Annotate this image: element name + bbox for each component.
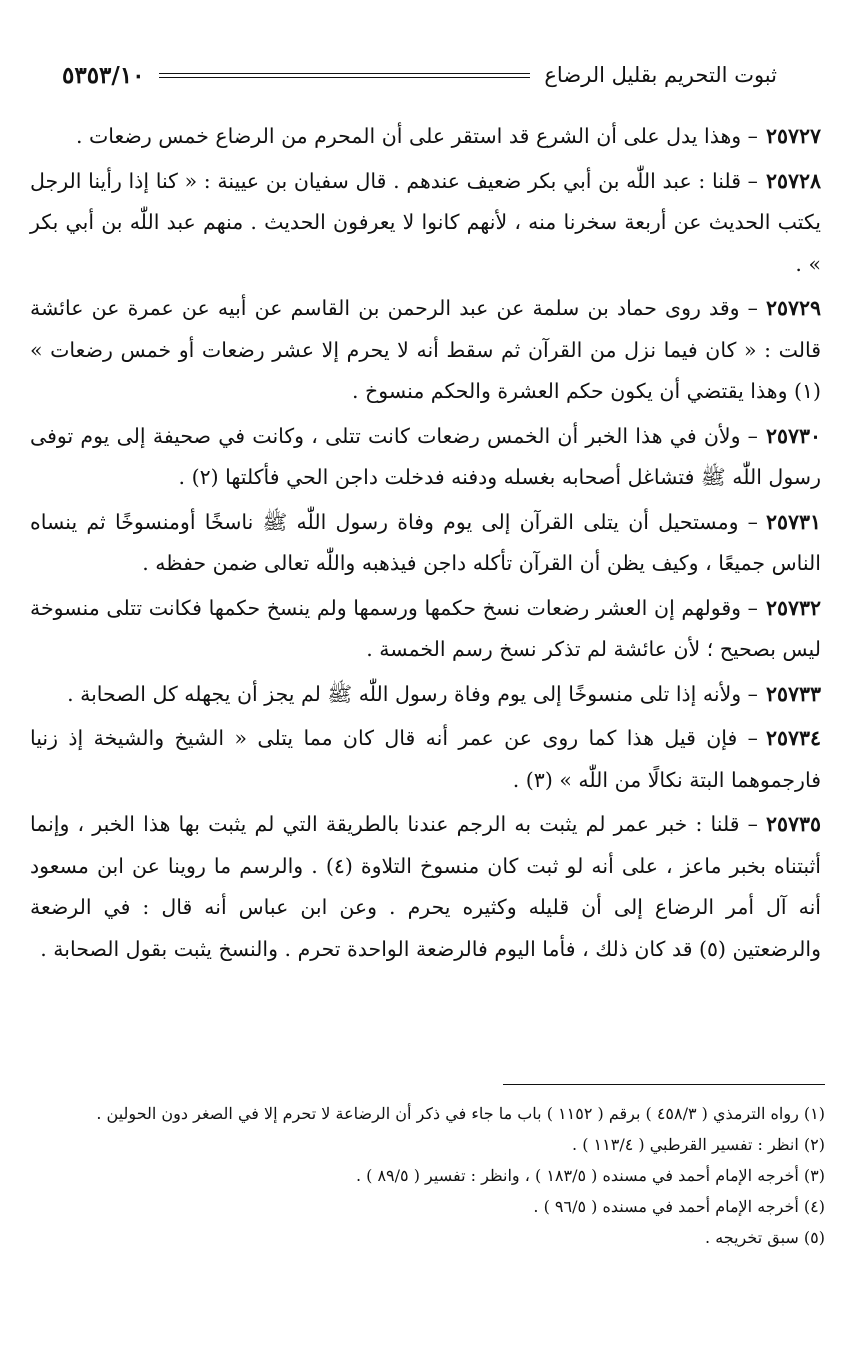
paragraph-text: – فإن قيل هذا كما روى عن عمر أنه قال كان مما يتلى « الشيخ والشيخة إذ زنيا فارجموهما البتة نكالًا من اللّٰه » (٣) . — [30, 726, 821, 792]
footnote-5: (٥) سبق تخريجه . — [705, 1228, 825, 1247]
paragraph-number: ٢٥٧٢٩ — [765, 296, 821, 320]
paragraph-number: ٢٥٧٣٤ — [765, 726, 821, 750]
paragraph-25733 — [30, 674, 821, 716]
footnote-1: (١) رواه الترمذي ( ٤٥٨/٣ ) برقم ( ١١٥٢ ) باب ما جاء في ذكر أن الرضاعة لا تحرم إلا في الصغر دون الحولين . — [96, 1104, 825, 1123]
footnote-separator — [503, 1084, 825, 1085]
paragraph-text: – قلنا : عبد اللّٰه بن أبي بكر ضعيف عندهم . قال سفيان بن عيينة : « كنا إذا رأينا الرجل يكتب الحديث عن أربعة سخرنا منه ، لأنهم كانوا لا يعرفون الحديث . منهم عبد اللّٰه بن أبي بكر » . — [30, 168, 821, 276]
paragraph-number: ٢٥٧٣٣ — [765, 681, 821, 706]
page-header — [62, 58, 777, 92]
paragraph-text: – وهذا يدل على أن الشرع قد استقر على أن المحرم من الرضاع خمس رضعات . — [75, 124, 758, 148]
paragraph-text: – ولأنه إذا تلى منسوخًا إلى يوم وفاة رسول اللّٰه ﷺ لم يجز أن يجهله كل الصحابة . — [67, 681, 758, 706]
paragraph-25735 — [30, 804, 821, 970]
paragraph-25728 — [30, 161, 821, 286]
paragraph-25732 — [30, 588, 821, 671]
paragraph-25731 — [30, 502, 821, 585]
paragraph-text: – وقد روى حماد بن سلمة عن عبد الرحمن بن القاسم عن أبيه عن عمرة عن عائشة قالت : « كان فيما نزل من القرآن ثم سقط أنه لا يحرم إلا عشر رضعات أو خمس رضعات » (١) وهذا يقتضي أن يكون حكم العشرة والحكم منسوخ . — [30, 296, 821, 403]
footnote-4: (٤) أخرجه الإمام أحمد في مسنده ( ٩٦/٥ ) . — [533, 1197, 825, 1216]
paragraph-number: ٢٥٧٣٢ — [765, 595, 821, 620]
paragraph-number: ٢٥٧٢٧ — [765, 124, 821, 148]
footnotes — [30, 1098, 825, 1253]
page-number: ٥٣٥٣/١٠ — [62, 61, 145, 89]
paragraph-25727 — [30, 116, 821, 158]
paragraph-number: ٢٥٧٣٥ — [765, 812, 821, 836]
paragraph-number: ٢٥٧٣٠ — [765, 423, 821, 448]
main-text — [30, 116, 821, 973]
paragraph-number: ٢٥٧٢٨ — [765, 168, 821, 193]
paragraph-number: ٢٥٧٣١ — [765, 509, 821, 534]
paragraph-25730 — [30, 416, 821, 499]
paragraph-text: – وقولهم إن العشر رضعات نسخ حكمها ورسمها ولم ينسخ حكمها فكانت تتلى منسوخة ليس بصحيح ؛ لأن عائشة لم تذكر نسخ رسم الخمسة . — [30, 595, 821, 661]
footnote-3: (٣) أخرجه الإمام أحمد في مسنده ( ١٨٣/٥ ) ، وانظر : تفسير ( ٨٩/٥ ) . — [355, 1166, 825, 1185]
footnote-2: (٢) انظر : تفسير القرطبي ( ١١٣/٤ ) . — [572, 1135, 825, 1154]
paragraph-text: – ولأن في هذا الخبر أن الخمس رضعات كانت تتلى ، وكانت في صحيفة إلى يوم توفى رسول اللّٰه ﷺ فتشاغل أصحابه بغسله ودفنه فدخلت داجن الحي فأكلتها (٢) . — [30, 423, 821, 489]
paragraph-text: – قلنا : خبر عمر لم يثبت به الرجم عندنا بالطريقة التي لم يثبت بها هذا الخبر ، وإنما أثبتناه بخبر ماعز ، على أنه لو ثبت كان منسوخ التلاوة (٤) . والرسم ما روينا عن ابن مسعود أنه آل أمر الرضاع إلى أن قليله وكثيره يحرم . وعن ابن عباس أنه قال : في الرضعة والرضعتين (٥) قد كان ذلك ، فأما اليوم فالرضعة الواحدة تحرم . والنسخ يثبت بقول الصحابة . — [30, 812, 821, 961]
paragraph-25734 — [30, 718, 821, 801]
header-rule — [159, 73, 531, 78]
paragraph-25729 — [30, 288, 821, 413]
paragraph-text: – ومستحيل أن يتلى القرآن إلى يوم وفاة رسول اللّٰه ﷺ ناسخًا أومنسوخًا ثم ينساه الناس جميعًا ، وكيف يظن أن القرآن تأكله داجن فيذهبه واللّٰه تعالى ضمن حفظه . — [30, 509, 821, 575]
running-title: ثبوت التحريم بقليل الرضاع — [544, 63, 777, 87]
